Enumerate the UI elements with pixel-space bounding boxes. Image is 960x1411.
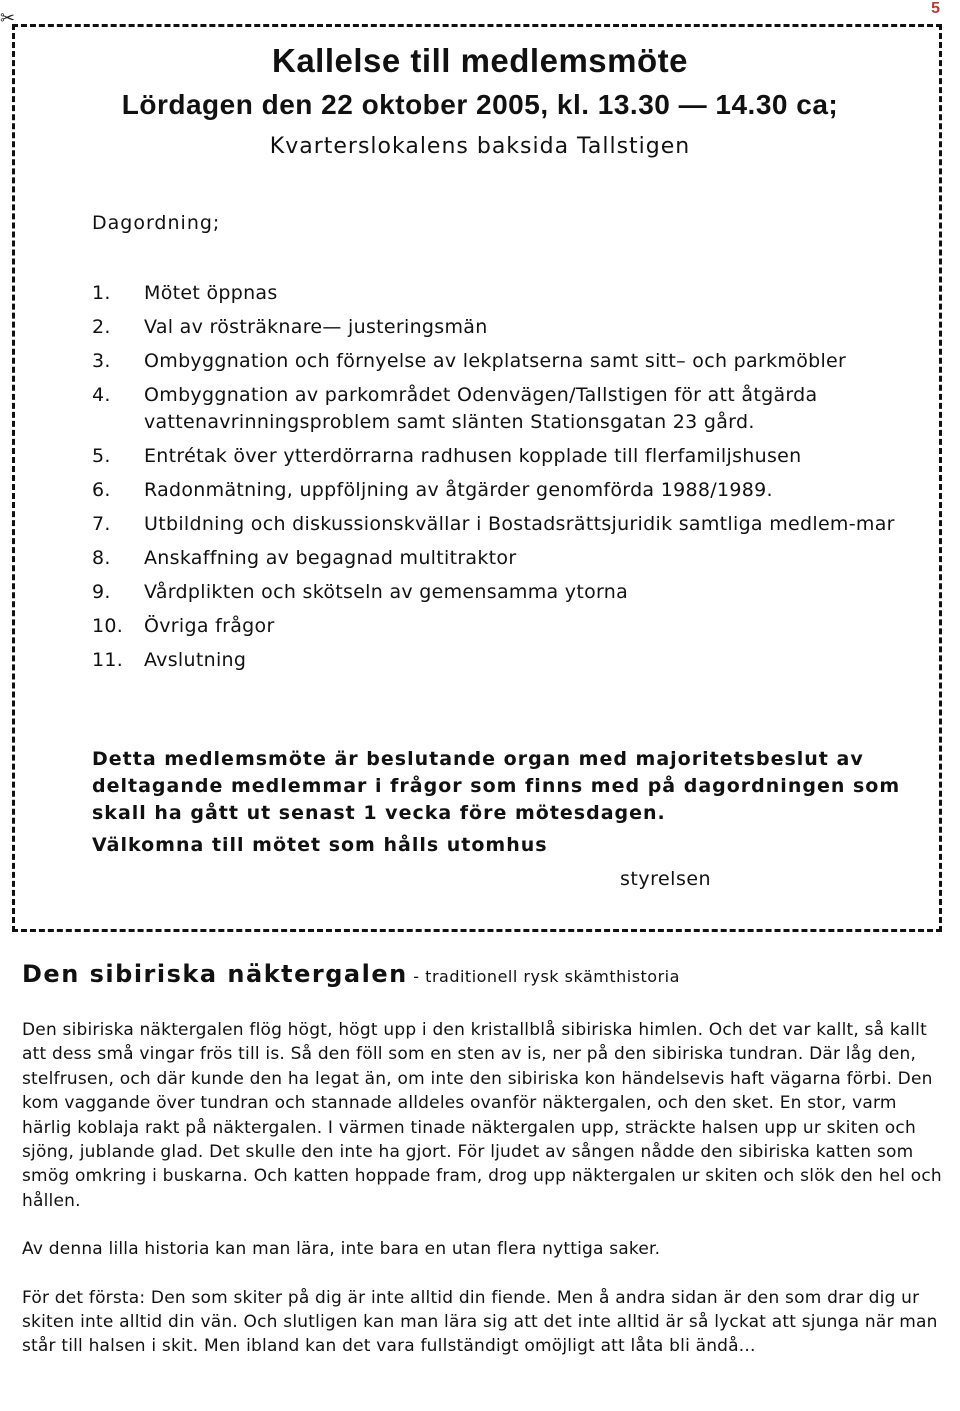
agenda-item-text: Mötet öppnas [144, 282, 278, 304]
agenda-item-text: Ombyggnation av parkområdet Odenvägen/Tallstigen för att åtgärda vattenavrinningsproblem samt slänten Stationsgatan 23 gård. [144, 384, 818, 433]
story-title: Den sibiriska näktergalen [22, 960, 408, 988]
story-paragraph: För det första: Den som skiter på dig är inte alltid din fiende. Men å andra sidan är den som drar dig ur skiten inte alltid din vän. Och slutligen kan man lära sig att det inte alltid är så lyckat att sjunga när man står till halsen i skit. Men ibland kan det vara fullständigt omöjligt att låta bli ändå... [22, 1287, 938, 1357]
agenda-item-text: Radonmätning, uppföljning av åtgärder genomförda 1988/1989. [144, 479, 773, 501]
story-subtitle: - traditionell rysk skämthistoria [407, 967, 680, 986]
agenda-item [92, 511, 952, 538]
agenda-item [92, 579, 952, 606]
agenda-item-number: 4. [92, 384, 111, 406]
agenda-item-text: Vårdplikten och skötseln av gemensamma ytorna [144, 581, 629, 603]
welcome-text: Välkomna till mötet som hålls utomhus [92, 834, 548, 856]
agenda-item [92, 348, 952, 375]
agenda-item [92, 382, 952, 436]
meeting-date: Lördagen den 22 oktober 2005, kl. 13.30 — 14.30 ca; [121, 89, 839, 120]
agenda-item-text: Entrétak över ytterdörrarna radhusen kopplade till flerfamiljshusen [144, 445, 802, 467]
page-number: 5 [931, 0, 940, 17]
agenda-item-number: 1. [92, 282, 111, 304]
agenda-item-number: 3. [92, 350, 111, 372]
agenda-item-number: 5. [92, 445, 111, 467]
agenda-item [92, 477, 952, 504]
agenda-item-text: Övriga frågor [144, 615, 275, 637]
agenda-item [92, 545, 952, 572]
scissors-icon: ✂ [0, 8, 16, 29]
meeting-title: Kallelse till medlemsmöte [272, 42, 688, 79]
agenda-list [92, 280, 952, 681]
agenda-item-text: Avslutning [144, 649, 247, 671]
story-paragraph: Av denna lilla historia kan man lära, inte bara en utan flera nyttiga saker. [22, 1239, 661, 1260]
agenda-item-number: 8. [92, 547, 111, 569]
meeting-location: Kvarterslokalens baksida Tallstigen [269, 134, 691, 159]
agenda-item-number: 10. [92, 615, 124, 637]
agenda-item-number: 9. [92, 581, 111, 603]
agenda-item-text: Utbildning och diskussionskvällar i Bostadsrättsjuridik samtliga medlem-mar [144, 513, 895, 535]
agenda-item-text: Val av rösträknare— justeringsmän [144, 316, 488, 338]
story-body [22, 1018, 942, 1383]
agenda-item [92, 613, 952, 640]
story-paragraph: Den sibiriska näktergalen flög högt, högt upp i den kristallblå sibiriska himlen. Och det var kallt, så kallt att dess små vingar frös till is. Så den föll som en sten av is, ner på den sibiriska tundran. Där låg den, stelfrusen, och där kunde den ha legat än, om inte den sibiriska kon händelsevis haft vägarna förbi. Den kom vaggande över tundran och stannade alldeles ovanför näktergalen, och den sket. En stor, varm härlig koblaja rakt på näktergalen. I värmen tinade näktergalen upp, sträckte halsen upp ur skiten och sjöng, jublande glad. Det skulle den inte ha gjort. För ljudet av sången nådde den sibiriska katten som smög omkring i buskarna. Och katten hoppade fram, drog upp näktergalen ur skiten och slök den hel och hållen. [22, 1020, 942, 1211]
agenda-item [92, 314, 952, 341]
agenda-item-number: 6. [92, 479, 111, 501]
agenda-item-text: Anskaffning av begagnad multitraktor [144, 547, 517, 569]
agenda-heading: Dagordning; [92, 212, 221, 234]
agenda-item-number: 11. [92, 649, 124, 671]
agenda-item-number: 7. [92, 513, 111, 535]
story-heading [22, 960, 942, 988]
agenda-item-text: Ombyggnation och förnyelse av lekplatserna samt sitt– och parkmöbler [144, 350, 847, 372]
agenda-item [92, 647, 952, 674]
signature: styrelsen [620, 868, 712, 890]
agenda-item-number: 2. [92, 316, 111, 338]
agenda-item [92, 280, 952, 307]
agenda-item [92, 443, 952, 470]
decision-notice: Detta medlemsmöte är beslutande organ med majoritetsbeslut av deltagande medlemmar i frågor som finns med på dagordningen som skall ha gått ut senast 1 vecka före mötesdagen. [92, 748, 901, 824]
